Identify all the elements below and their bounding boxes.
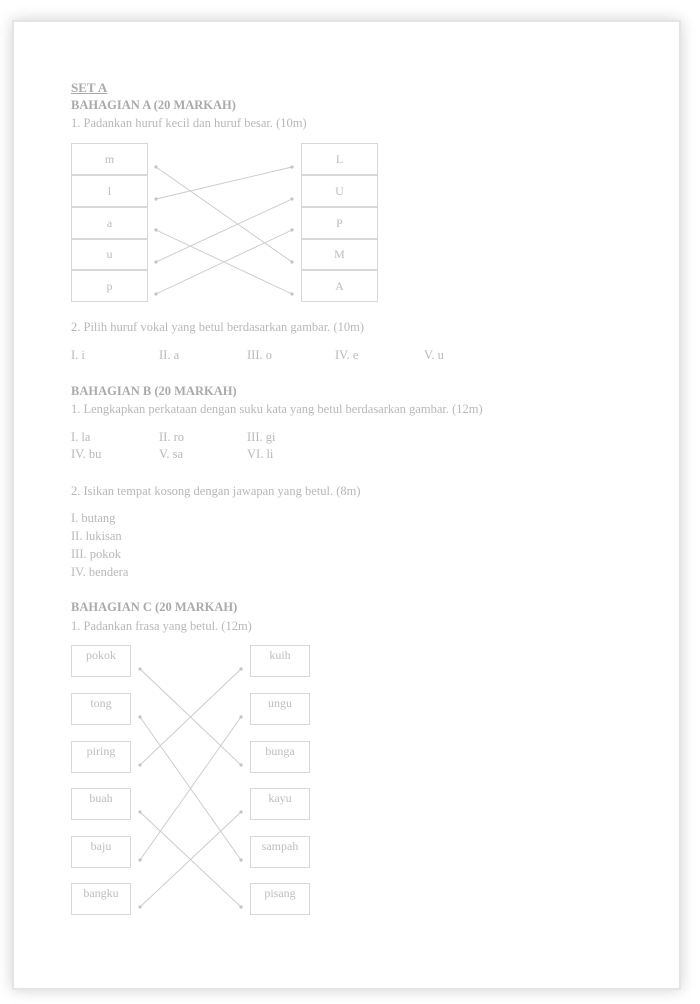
set-title: SET A <box>71 80 108 95</box>
a-dot <box>154 165 157 168</box>
vowel-option-1: I. i <box>71 348 85 362</box>
a-dot <box>290 228 293 231</box>
c-dot <box>138 715 141 718</box>
c-right-box-1: kuih <box>250 645 310 677</box>
a-left-box-3: a <box>71 207 148 239</box>
c-dot <box>138 905 141 908</box>
syllable-5: V. sa <box>159 447 184 461</box>
a-left-box-5: p <box>71 270 148 302</box>
a-left-box-2: l <box>71 175 148 207</box>
c-right-box-6: pisang <box>250 883 310 915</box>
c-dot <box>138 667 141 670</box>
c-left-box-3: piring <box>71 741 131 773</box>
vowel-option-4: IV. e <box>335 348 359 362</box>
c-left-box-4: buah <box>71 788 131 820</box>
vowel-option-5: V. u <box>424 348 444 362</box>
c-right-box-4: kayu <box>250 788 310 820</box>
section-a-q2-text: 2. Pilih huruf vokal yang betul berdasarkan gambar. (10m) <box>71 320 364 334</box>
c-right-box-3: bunga <box>250 741 310 773</box>
c-dot <box>239 667 242 670</box>
section-a-heading: BAHAGIAN A (20 MARKAH) <box>71 98 236 112</box>
answer-4: IV. bendera <box>71 565 129 579</box>
c-dot <box>239 715 242 718</box>
c-left-box-5: baju <box>71 836 131 868</box>
a-right-box-5: A <box>301 270 378 302</box>
a-right-box-1: L <box>301 143 378 175</box>
a-left-box-1: m <box>71 143 148 175</box>
c-dot <box>239 905 242 908</box>
syllable-6: VI. li <box>247 447 274 461</box>
c-left-box-6: bangku <box>71 883 131 915</box>
a-dot <box>154 292 157 295</box>
section-b-heading: BAHAGIAN B (20 MARKAH) <box>71 384 237 398</box>
section-b-q1-text: 1. Lengkapkan perkataan dengan suku kata yang betul berdasarkan gambar. (12m) <box>71 402 483 416</box>
section-c-q1-text: 1. Padankan frasa yang betul. (12m) <box>71 619 252 633</box>
answer-1: I. butang <box>71 511 116 525</box>
a-dot <box>154 260 157 263</box>
a-dot <box>290 260 293 263</box>
vowel-option-3: III. o <box>247 348 272 362</box>
syllable-3: III. gi <box>247 430 276 444</box>
a-dot <box>154 197 157 200</box>
a-dot <box>290 292 293 295</box>
syllable-4: IV. bu <box>71 447 102 461</box>
syllable-2: II. ro <box>159 430 184 444</box>
a-right-box-3: P <box>301 207 378 239</box>
a-dot <box>290 197 293 200</box>
c-dot <box>138 858 141 861</box>
a-match-line-4 <box>156 199 292 262</box>
c-left-box-1: pokok <box>71 645 131 677</box>
answer-2: II. lukisan <box>71 529 122 543</box>
c-dot <box>239 810 242 813</box>
c-dot <box>239 763 242 766</box>
a-right-box-4: M <box>301 239 378 270</box>
a-dot <box>290 165 293 168</box>
section-c-heading: BAHAGIAN C (20 MARKAH) <box>71 600 238 614</box>
section-a-q1-text: 1. Padankan huruf kecil dan huruf besar. (10m) <box>71 116 307 130</box>
a-match-line-1 <box>156 167 292 262</box>
a-right-box-2: U <box>301 175 378 207</box>
c-right-box-5: sampah <box>250 836 310 868</box>
a-left-box-4: u <box>71 239 148 270</box>
answer-3: III. pokok <box>71 547 121 561</box>
vowel-option-2: II. a <box>159 348 180 362</box>
c-left-box-2: tong <box>71 693 131 725</box>
a-match-line-2 <box>156 167 292 199</box>
c-right-box-2: ungu <box>250 693 310 725</box>
section-b-q2-text: 2. Isikan tempat kosong dengan jawapan yang betul. (8m) <box>71 484 361 498</box>
c-dot <box>239 858 242 861</box>
c-dot <box>138 763 141 766</box>
a-dot <box>154 228 157 231</box>
syllable-1: I. la <box>71 430 91 444</box>
c-dot <box>138 810 141 813</box>
